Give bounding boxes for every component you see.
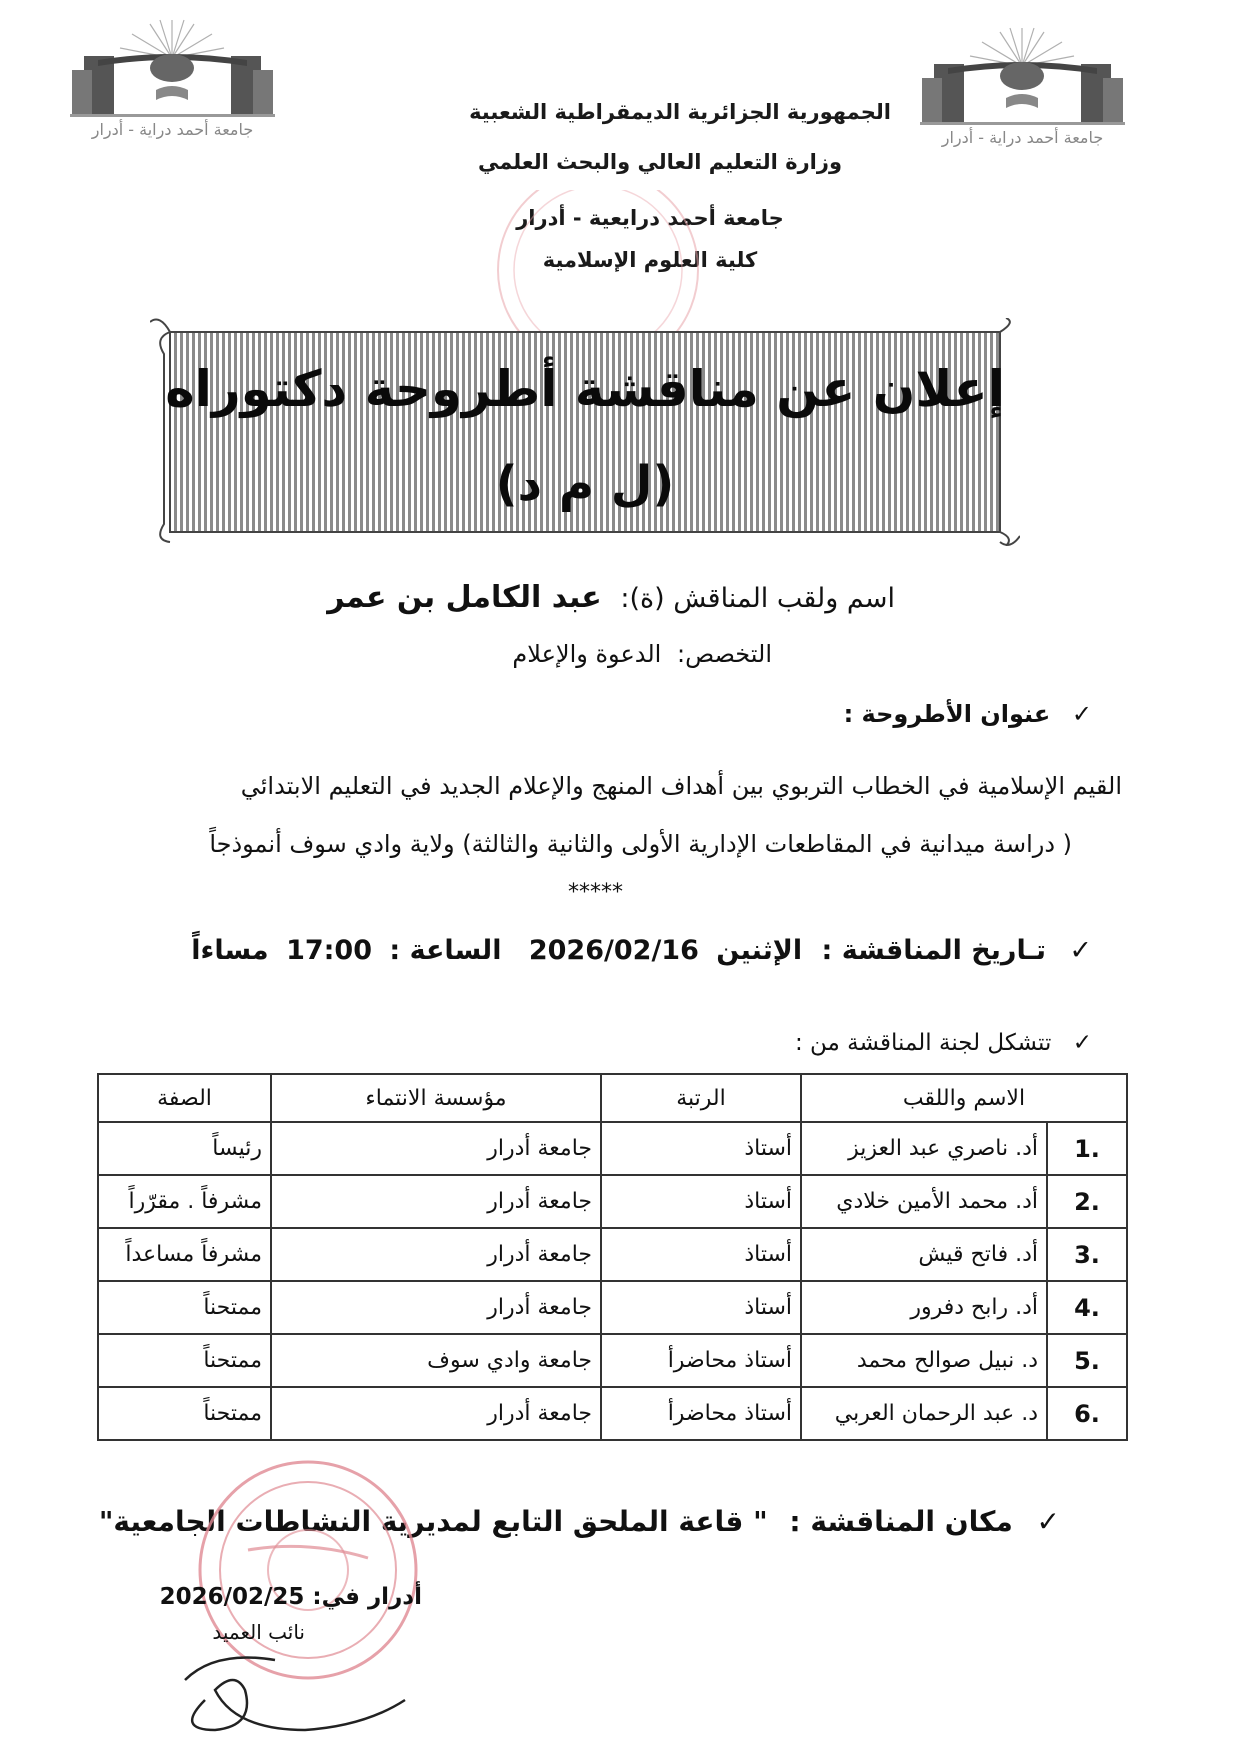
announcement-title: إعلان عن مناقشة أطروحة دكتوراه <box>165 360 1005 418</box>
member-institution: جامعة أدرار <box>271 1122 601 1175</box>
member-name: أد. رابح دفرور <box>801 1281 1047 1334</box>
handwritten-signature <box>165 1640 425 1740</box>
venue-value: " قاعة الملحق التابع لمديرية النشاطات الجامعية" <box>98 1505 768 1538</box>
defense-date-line <box>191 935 1092 966</box>
member-rank: أستاذ <box>601 1228 801 1281</box>
member-role: ممتحناً <box>98 1281 271 1334</box>
check-icon: ✓ <box>1072 1030 1092 1056</box>
specialty-label: التخصص: <box>676 640 772 668</box>
defense-time-label: الساعة : <box>389 935 502 966</box>
committee-table-header <box>98 1074 1127 1122</box>
university-logo-left <box>70 18 275 148</box>
candidate-name-value: عبد الكامل بن عمر <box>327 580 602 615</box>
row-number: 1. <box>1047 1122 1127 1175</box>
announcement-subtitle: (ل م د) <box>495 456 675 512</box>
check-icon: ✓ <box>1036 1505 1060 1538</box>
committee-table <box>97 1073 1128 1441</box>
committee-intro: تتشكل لجنة المناقشة من : <box>794 1030 1052 1056</box>
member-name: أد. محمد الأمين خلادي <box>801 1175 1047 1228</box>
specialty-line <box>512 640 772 668</box>
member-rank: أستاذ <box>601 1281 801 1334</box>
member-name: أد. ناصري عبد العزيز <box>801 1122 1047 1175</box>
member-role: رئيساً <box>98 1122 271 1175</box>
candidate-name-line <box>327 580 895 615</box>
member-institution: جامعة أدرار <box>271 1281 601 1334</box>
row-number: 5. <box>1047 1334 1127 1387</box>
specialty-value: الدعوة والإعلام <box>512 640 662 668</box>
university-logo-right <box>920 26 1125 156</box>
member-institution: جامعة أدرار <box>271 1175 601 1228</box>
faculty-name: كلية العلوم الإسلامية <box>542 248 758 272</box>
table-row <box>98 1334 1127 1387</box>
member-institution: جامعة وادي سوف <box>271 1334 601 1387</box>
member-name: د. نبيل صوالح محمد <box>801 1334 1047 1387</box>
row-number: 4. <box>1047 1281 1127 1334</box>
member-rank: أستاذ محاضرأ <box>601 1334 801 1387</box>
col-header-institution: مؤسسة الانتماء <box>271 1074 601 1122</box>
member-role: ممتحناً <box>98 1334 271 1387</box>
row-number: 6. <box>1047 1387 1127 1440</box>
country-name: الجمهورية الجزائرية الديمقراطية الشعبية <box>469 100 891 124</box>
table-row <box>98 1387 1127 1440</box>
member-rank: أستاذ <box>601 1175 801 1228</box>
check-icon: ✓ <box>1069 935 1092 966</box>
member-institution: جامعة أدرار <box>271 1228 601 1281</box>
thesis-separator: ***** <box>568 880 623 905</box>
defense-time: 17:00 <box>286 935 373 966</box>
logo-caption-right: جامعة أحمد دراية - أدرار <box>941 128 1104 147</box>
defense-time-suffix: مساءاً <box>191 935 269 966</box>
thesis-title-line2: ( دراسة ميدانية في المقاطعات الإدارية الأولى والثانية والثالثة) ولاية وادي سوف أنموذجاً <box>209 830 1072 858</box>
table-row <box>98 1122 1127 1175</box>
university-name: جامعة أحمد درايعية - أدرار <box>516 206 784 230</box>
table-row <box>98 1228 1127 1281</box>
signer-title: نائب العميد <box>212 1620 305 1644</box>
venue-label: مكان المناقشة : <box>789 1505 1013 1538</box>
table-row <box>98 1175 1127 1228</box>
signature-place-label: أدرار في: <box>312 1584 422 1610</box>
col-header-rank: الرتبة <box>601 1074 801 1122</box>
candidate-name-label: اسم ولقب المناقش (ة): <box>620 583 895 614</box>
member-name: أد. فاتح قيش <box>801 1228 1047 1281</box>
ministry-name: وزارة التعليم العالي والبحث العلمي <box>477 150 843 174</box>
defense-date-label: تـاريخ المناقشة : <box>821 935 1046 966</box>
check-icon: ✓ <box>1071 700 1092 728</box>
member-rank: أستاذ <box>601 1122 801 1175</box>
thesis-title-line1: القيم الإسلامية في الخطاب التربوي بين أهداف المنهج والإعلام الجديد في التعليم الابتدائي <box>240 772 1122 800</box>
col-header-name: الاسم واللقب <box>801 1074 1127 1122</box>
defense-date: 2026/02/16 <box>528 935 699 966</box>
defense-day: الإثنين <box>716 935 803 966</box>
committee-intro-line <box>795 1030 1092 1056</box>
row-number: 3. <box>1047 1228 1127 1281</box>
logo-caption-left: جامعة أحمد دراية - أدرار <box>91 120 254 139</box>
signature-date-line <box>160 1584 422 1610</box>
table-row <box>98 1281 1127 1334</box>
thesis-label: عنوان الأطروحة : <box>843 700 1051 728</box>
row-number: 2. <box>1047 1175 1127 1228</box>
member-institution: جامعة أدرار <box>271 1387 601 1440</box>
member-role: مشرفاً مساعداً <box>98 1228 271 1281</box>
col-header-role: الصفة <box>98 1074 271 1122</box>
thesis-label-line <box>844 700 1092 728</box>
member-role: ممتحناً <box>98 1387 271 1440</box>
member-role: مشرفاً . مقرّراً <box>98 1175 271 1228</box>
member-name: د. عبد الرحمان العربي <box>801 1387 1047 1440</box>
signature-date: 2026/02/25 <box>159 1584 305 1610</box>
member-rank: أستاذ محاضرأ <box>601 1387 801 1440</box>
